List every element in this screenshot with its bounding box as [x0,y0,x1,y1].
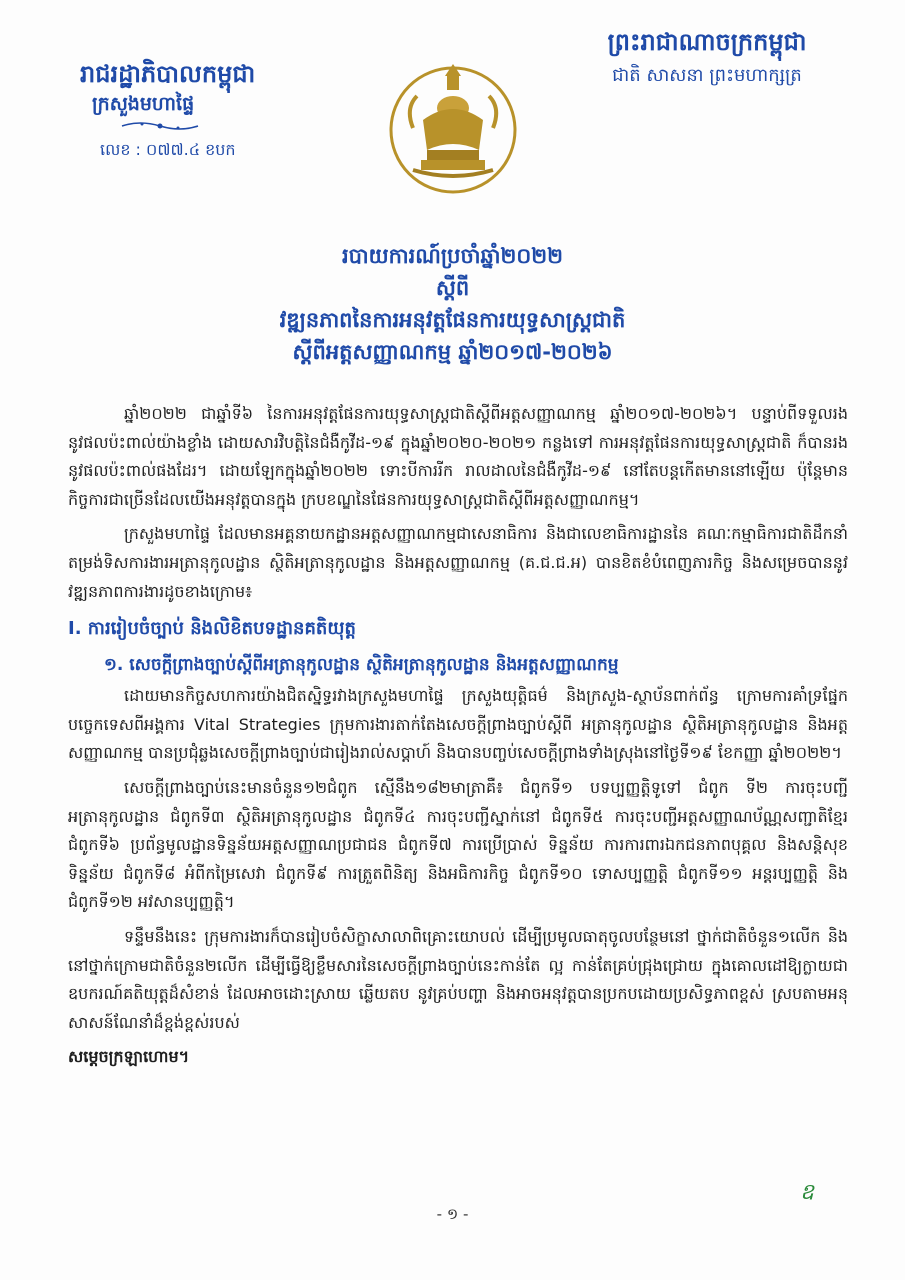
header-left [80,58,310,163]
closing-line: សម្តេចក្រឡាហោម។ [68,1047,190,1067]
ornament-icon [120,119,200,133]
title-line-1: របាយការណ៍ប្រចាំឆ្នាំ២០២២ [341,244,564,268]
handwritten-initial: ឧ [800,1180,814,1205]
paragraph-1: ឆ្នាំ២០២២ ជាឆ្នាំទី៦ នៃការអនុវត្តផែនការយុទ្ធសាស្រ្តជាតិស្តីពីអត្តសញ្ញាណកម្ម ឆ្នាំ២០១៧-២០២៦។ បន្ទាប់ពីទទួលរងនូវផលប៉ះពាល់យ៉ាងខ្លាំង ដោយសារវិបត្តិនៃជំងឺកូវីដ-១៩ ក្នុងឆ្នាំ២០២០-២០២១ កន្លងទៅ ការអនុវត្តផែនការយុទ្ធសាស្រ្តជាតិ ក៏បានរងនូវផលប៉ះពាល់ផងដែរ។ ដោយឡែកក្នុងឆ្នាំ២០២២ ទោះបីការរីក រាលដាលនៃជំងឺកូវីដ-១៩ នៅតែបន្តកើតមាននៅឡើយ ប៉ុន្តែមានកិច្ចការជាច្រើនដែលយើងអនុវត្តបានក្នុង ក្របខណ្ឌនៃផែនការយុទ្ធសាស្រ្តជាតិស្តីពីអត្តសញ្ញាណកម្ម។ [68,404,848,509]
paragraph-5: ទន្ទឹមនឹងនេះ ក្រុមការងារក៏បានរៀបចំសិក្ខាសាលាពិគ្រោះយោបល់ ដើម្បីប្រមូលធាតុចូលបន្ថែមនៅ ថ្នាក់ជាតិចំនួន១លើក និងនៅថ្នាក់ក្រោមជាតិចំនួន២លើក ដើម្បីធ្វើឱ្យខ្លឹមសារនៃសេចក្តីព្រាងច្បាប់នេះកាន់តែ ល្អ កាន់តែគ្រប់ជ្រុងជ្រោយ ក្នុងគោលដៅឱ្យក្លាយជាឧបករណ៍គតិយុត្តដ៏សំខាន់ ដែលអាចដោះស្រាយ ឆ្លើយតប នូវគ្រប់បញ្ហា និងអាចអនុវត្តបានប្រកបដោយប្រសិទ្ធភាពខ្ពស់ ស្របតាមអនុសាសន៍ណែនាំដ៏ខ្ពង់ខ្ពស់របស់ [68,926,848,1032]
paragraph-2: ក្រសួងមហាផ្ទៃ ដែលមានអគ្គនាយកដ្ឋានអត្តសញ្ញាណកម្មជាសេនាធិការ និងជាលេខាធិការដ្ឋាននៃ គណៈកម្មាធិការជាតិដឹកនាំតម្រង់ទិសការងារអត្រានុកូលដ្ឋាន ស្ថិតិអត្រានុកូលដ្ឋាន និងអត្តសញ្ញាណកម្ម (គ.ជ.ជ.អ) បានខិតខំបំពេញភារកិច្ច និងសម្រេចបាននូវវឌ្ឍនភាពការងារដូចខាងក្រោម៖ [68,524,848,601]
reference-number: លេខ : ០៧៧.៤ ខបក [100,140,236,159]
national-motto: ជាតិ សាសនា ព្រះមហាក្សត្រ [612,65,802,86]
kingdom-name: ព្រះរាជាណាចក្រកម្ពុជា [607,28,807,56]
title-line-2: ស្តីពី [435,276,470,300]
report-title [60,240,845,368]
title-line-3: វឌ្ឍនភាពនៃការអនុវត្តផែនការយុទ្ធសាស្រ្តជាតិ [279,308,626,332]
subsection-heading-1: ១. សេចក្តីព្រាងច្បាប់ស្តីពីអត្រានុកូលដ្ឋាន ស្ថិតិអត្រានុកូលដ្ឋាន និងអត្តសញ្ញាណកម្ម [104,655,619,676]
paragraph-3: ដោយមានកិច្ចសហការយ៉ាងជិតស្និទ្ធរវាងក្រសួងមហាផ្ទៃ ក្រសួងយុត្តិធម៌ និងក្រសួង-ស្ថាប័នពាក់ព័ន្ធ ក្រោមការគាំទ្រផ្នែកបច្ចេកទេសពីអង្គការ Vital Strategies ក្រុមការងារតាក់តែងសេចក្តីព្រាងច្បាប់ស្តីពី អត្រានុកូលដ្ឋាន ស្ថិតិអត្រានុកូលដ្ឋាន និងអត្តសញ្ញាណកម្ម បានប្រជុំឆ្លងសេចក្តីព្រាងច្បាប់ជារៀងរាល់សប្តាហ៍ និងបានបញ្ចប់សេចក្តីព្រាងទាំងស្រុងនៅថ្ងៃទី១៩ ខែកញ្ញា ឆ្នាំ២០២២។ [68,686,848,763]
header-right [567,24,847,92]
report-body [68,400,848,1071]
government-name: រាជរដ្ឋាភិបាលកម្ពុជា [80,60,256,88]
ministry-name: ក្រសួងមហាផ្ទៃ [92,93,195,115]
section-heading-1: I. ការរៀបចំច្បាប់ និងលិខិតបទដ្ឋានគតិយុត្ត [68,618,356,640]
paragraph-4: សេចក្តីព្រាងច្បាប់នេះមានចំនួន១២ជំពូក ស្មើនឹង១៨២មាត្រាគឺ៖ ជំពូកទី១ បទប្បញ្ញត្តិទូទៅ ជំពូក ទី២ ការចុះបញ្ជីអត្រានុកូលដ្ឋាន ជំពូកទី៣ ស្ថិតិអត្រានុកូលដ្ឋាន ជំពូកទី៤ ការចុះបញ្ជីស្នាក់នៅ ជំពូកទី៥ ការចុះបញ្ជីអត្តសញ្ញាណប័ណ្ណសញ្ជាតិខ្មែរ ជំពូកទី៦ ប្រព័ន្ធមូលដ្ឋានទិន្នន័យអត្តសញ្ញាណប្រជាជន ជំពូកទី៧ ការប្រើប្រាស់ ទិន្នន័យ ការការពារឯកជនភាពបុគ្គល និងសន្តិសុខទិន្នន័យ ជំពូកទី៨ អំពីកម្រៃសេវា ជំពូកទី៩ ការត្រួតពិនិត្យ និងអធិការកិច្ច ជំពូកទី១០ ទោសប្បញ្ញត្តិ ជំពូកទី១១ អន្តរប្បញ្ញត្តិ និងជំពូកទី១២ អវសានប្បញ្ញត្តិ។ [68,777,848,912]
page-number: - ១ - [436,1205,469,1223]
royal-seal-icon [383,58,523,198]
title-line-4: ស្តីពីអត្តសញ្ញាណកម្ម ឆ្នាំ២០១៧-២០២៦ [292,340,613,364]
